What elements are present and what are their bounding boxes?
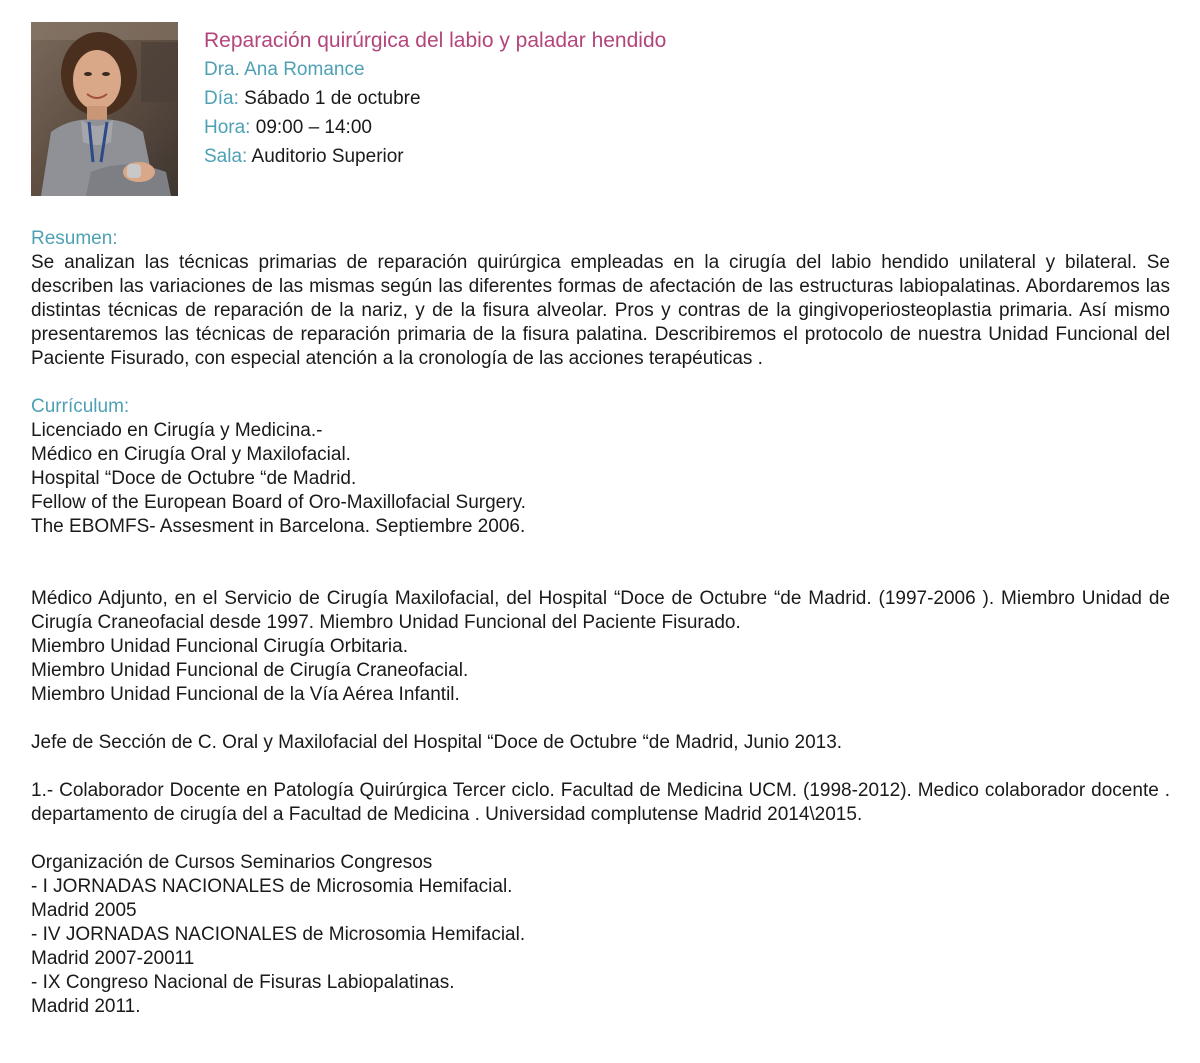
speaker-name: Dra. Ana Romance xyxy=(204,59,365,80)
cv-line: Hospital “Doce de Octubre “de Madrid. xyxy=(31,468,357,489)
room-value: Auditorio Superior xyxy=(251,146,404,167)
day-label: Día: xyxy=(204,88,239,109)
summary-heading: Resumen: xyxy=(31,228,118,249)
cv-line: Madrid 2007-20011 xyxy=(31,948,195,969)
cv-line: Médico en Cirugía Oral y Maxilofacial. xyxy=(31,444,351,465)
summary-text: Se analizan las técnicas primarias de reparación quirúrgica empleadas en la cirugía del labio hendido unilateral y bilateral. Se describen las variaciones de las mismas según las diferentes formas de afectación de las estructuras labiopalatinas. Abordaremos las distintas técnicas de reparación de la nariz, y de la fisura alveolar. Pros y contras de la gingivoperiosteoplastia primaria. Así mismo presentaremos las técnicas de reparación primaria de la fisura palatina. Describiremos el protocolo de nuestra Unidad Funcional del Paciente Fisurado, con especial atención a la cronología de las acciones terapéuticas . xyxy=(31,252,1170,369)
session-day xyxy=(204,84,1104,113)
cv-line: Miembro Unidad Funcional de la Vía Aérea Infantil. xyxy=(31,684,460,705)
cv-line: Fellow of the European Board of Oro-Maxillofacial Surgery. xyxy=(31,492,526,513)
cv-paragraph: 1.- Colaborador Docente en Patología Quirúrgica Tercer ciclo. Facultad de Medicina UCM. (1998-2012). Medico colaborador docente . departamento de cirugía del a Facultad de Medicina . Universidad complutense Madrid 2014\2015. xyxy=(31,780,1170,825)
session-time xyxy=(204,113,1104,142)
cv-line: Miembro Unidad Funcional Cirugía Orbitaria. xyxy=(31,636,408,657)
speaker-photo xyxy=(31,22,178,196)
session-header xyxy=(204,27,1104,171)
time-label: Hora: xyxy=(204,117,251,138)
cv-line: - IV JORNADAS NACIONALES de Microsomia Hemifacial. xyxy=(31,924,526,945)
session-body xyxy=(31,227,1170,1019)
cv-line: - IX Congreso Nacional de Fisuras Labiopalatinas. xyxy=(31,972,455,993)
cv-line: Madrid 2011. xyxy=(31,996,141,1017)
cv-line: Madrid 2005 xyxy=(31,900,137,921)
cv-line: Licenciado en Cirugía y Medicina.- xyxy=(31,420,323,441)
cv-line: Miembro Unidad Funcional de Cirugía Craneofacial. xyxy=(31,660,469,681)
cv-line: - I JORNADAS NACIONALES de Microsomia Hemifacial. xyxy=(31,876,513,897)
speaker-portrait-icon xyxy=(31,22,178,196)
cv-line: Organización de Cursos Seminarios Congresos xyxy=(31,852,433,873)
curriculum-heading: Currículum: xyxy=(31,396,130,417)
cv-paragraph: Jefe de Sección de C. Oral y Maxilofacial del Hospital “Doce de Octubre “de Madrid, Junio 2013. xyxy=(31,732,843,753)
cv-line: The EBOMFS- Assesment in Barcelona. Septiembre 2006. xyxy=(31,516,526,537)
session-room xyxy=(204,142,1104,171)
room-label: Sala: xyxy=(204,146,248,167)
cv-paragraph: Médico Adjunto, en el Servicio de Cirugía Maxilofacial, del Hospital “Doce de Octubre “de Madrid. (1997-2006 ). Miembro Unidad de Cirugía Craneofacial desde 1997. Miembro Unidad Funcional del Paciente Fisurado. xyxy=(31,588,1170,633)
session-title: Reparación quirúrgica del labio y paladar hendido xyxy=(204,29,667,52)
time-value: 09:00 – 14:00 xyxy=(255,117,372,138)
day-value: Sábado 1 de octubre xyxy=(244,88,421,109)
